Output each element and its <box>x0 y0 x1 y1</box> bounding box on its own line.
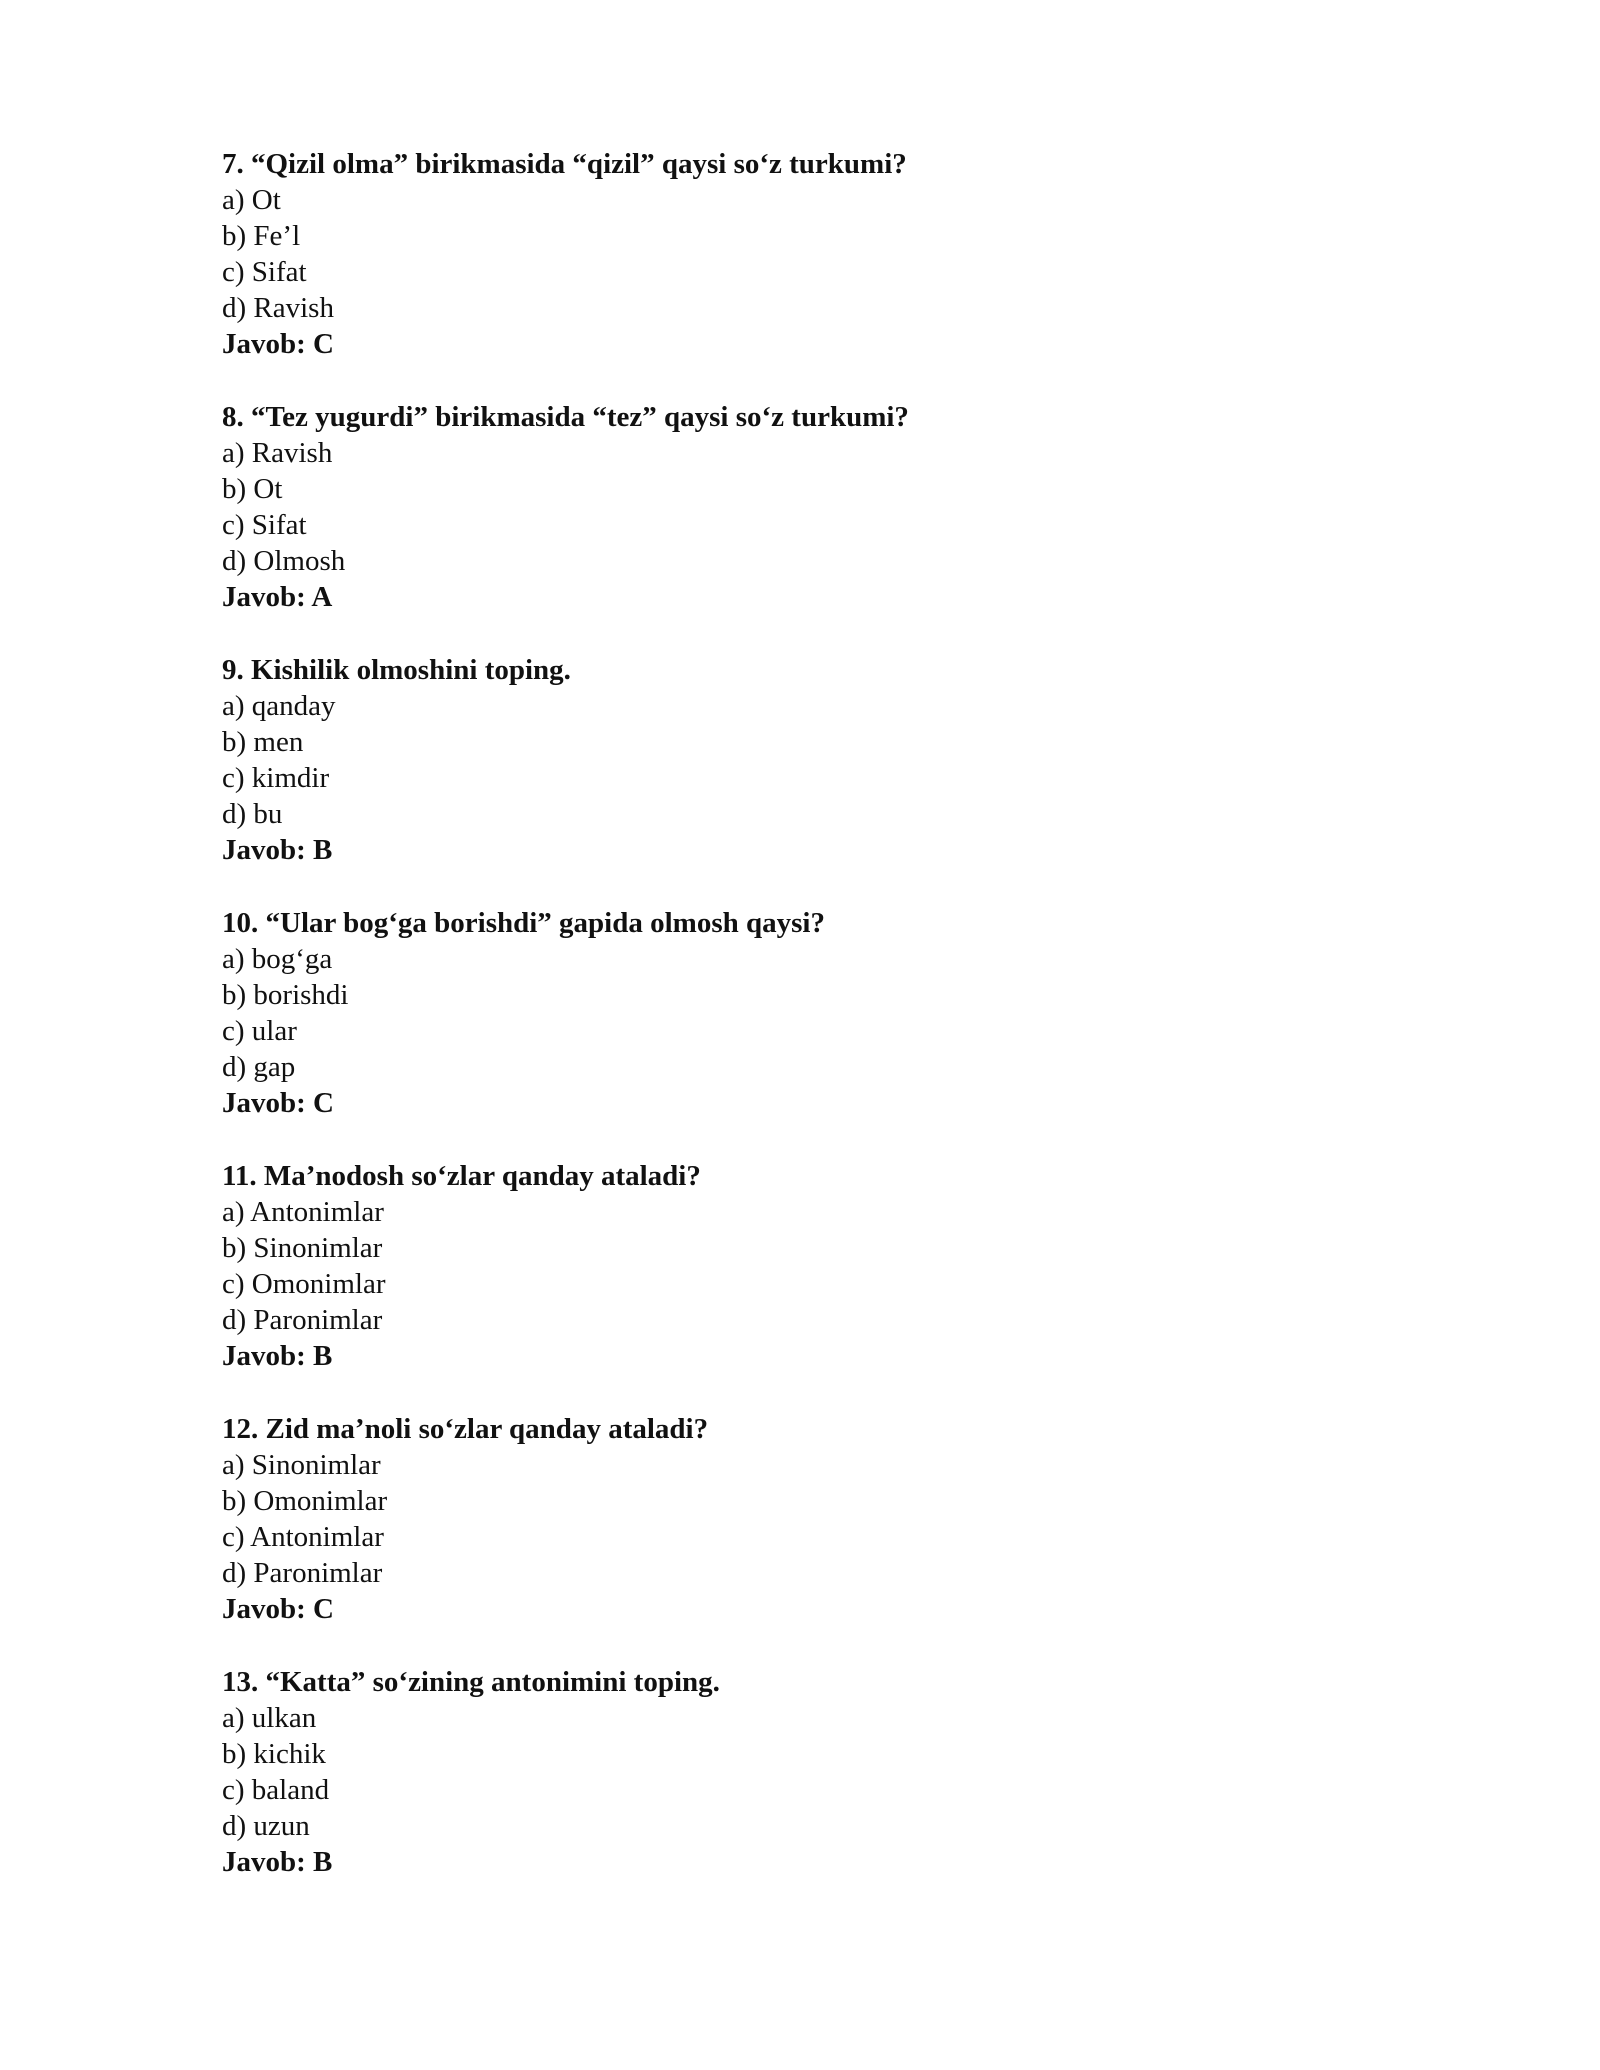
option-a: a) bog‘ga <box>222 943 333 975</box>
option-a: a) Ot <box>222 184 281 216</box>
option-b: b) Ot <box>222 473 283 505</box>
question-block-11 <box>222 1158 1422 1374</box>
question-title: 11. Ma’nodosh so‘zlar qanday ataladi? <box>222 1160 701 1192</box>
option-d: d) Olmosh <box>222 545 346 577</box>
question-block-12 <box>222 1411 1422 1627</box>
option-d: d) Paronimlar <box>222 1304 383 1336</box>
question-block-13 <box>222 1664 1422 1880</box>
document-page <box>222 146 1422 1917</box>
question-title: 13. “Katta” so‘zining antonimini toping. <box>222 1666 720 1698</box>
option-a: a) Sinonimlar <box>222 1449 381 1481</box>
question-title: 8. “Tez yugurdi” birikmasida “tez” qaysi so‘z turkumi? <box>222 401 909 433</box>
question-block-10 <box>222 905 1422 1121</box>
option-b: b) Sinonimlar <box>222 1232 383 1264</box>
answer-line: Javob: A <box>222 581 333 613</box>
option-a: a) Ravish <box>222 437 333 469</box>
answer-line: Javob: B <box>222 1846 333 1878</box>
option-a: a) ulkan <box>222 1702 317 1734</box>
option-a: a) Antonimlar <box>222 1196 384 1228</box>
option-c: c) ular <box>222 1015 297 1047</box>
option-d: d) bu <box>222 798 283 830</box>
option-c: c) Omonimlar <box>222 1268 386 1300</box>
option-c: c) Sifat <box>222 509 307 541</box>
answer-line: Javob: C <box>222 328 334 360</box>
option-c: c) kimdir <box>222 762 330 794</box>
option-c: c) Sifat <box>222 256 307 288</box>
option-d: d) Paronimlar <box>222 1557 383 1589</box>
question-title: 7. “Qizil olma” birikmasida “qizil” qaysi so‘z turkumi? <box>222 148 907 180</box>
answer-line: Javob: C <box>222 1087 334 1119</box>
question-block-8 <box>222 399 1422 615</box>
question-title: 10. “Ular bog‘ga borishdi” gapida olmosh qaysi? <box>222 907 825 939</box>
option-d: d) gap <box>222 1051 296 1083</box>
answer-line: Javob: B <box>222 1340 333 1372</box>
question-block-7 <box>222 146 1422 362</box>
option-d: d) Ravish <box>222 292 334 324</box>
option-b: b) Omonimlar <box>222 1485 388 1517</box>
question-title: 12. Zid ma’noli so‘zlar qanday ataladi? <box>222 1413 709 1445</box>
option-b: b) men <box>222 726 304 758</box>
option-d: d) uzun <box>222 1810 310 1842</box>
option-a: a) qanday <box>222 690 336 722</box>
option-c: c) baland <box>222 1774 330 1806</box>
option-b: b) Fe’l <box>222 220 301 252</box>
option-b: b) kichik <box>222 1738 326 1770</box>
question-title: 9. Kishilik olmoshini toping. <box>222 654 571 686</box>
question-block-9 <box>222 652 1422 868</box>
option-c: c) Antonimlar <box>222 1521 384 1553</box>
answer-line: Javob: C <box>222 1593 334 1625</box>
option-b: b) borishdi <box>222 979 349 1011</box>
answer-line: Javob: B <box>222 834 333 866</box>
